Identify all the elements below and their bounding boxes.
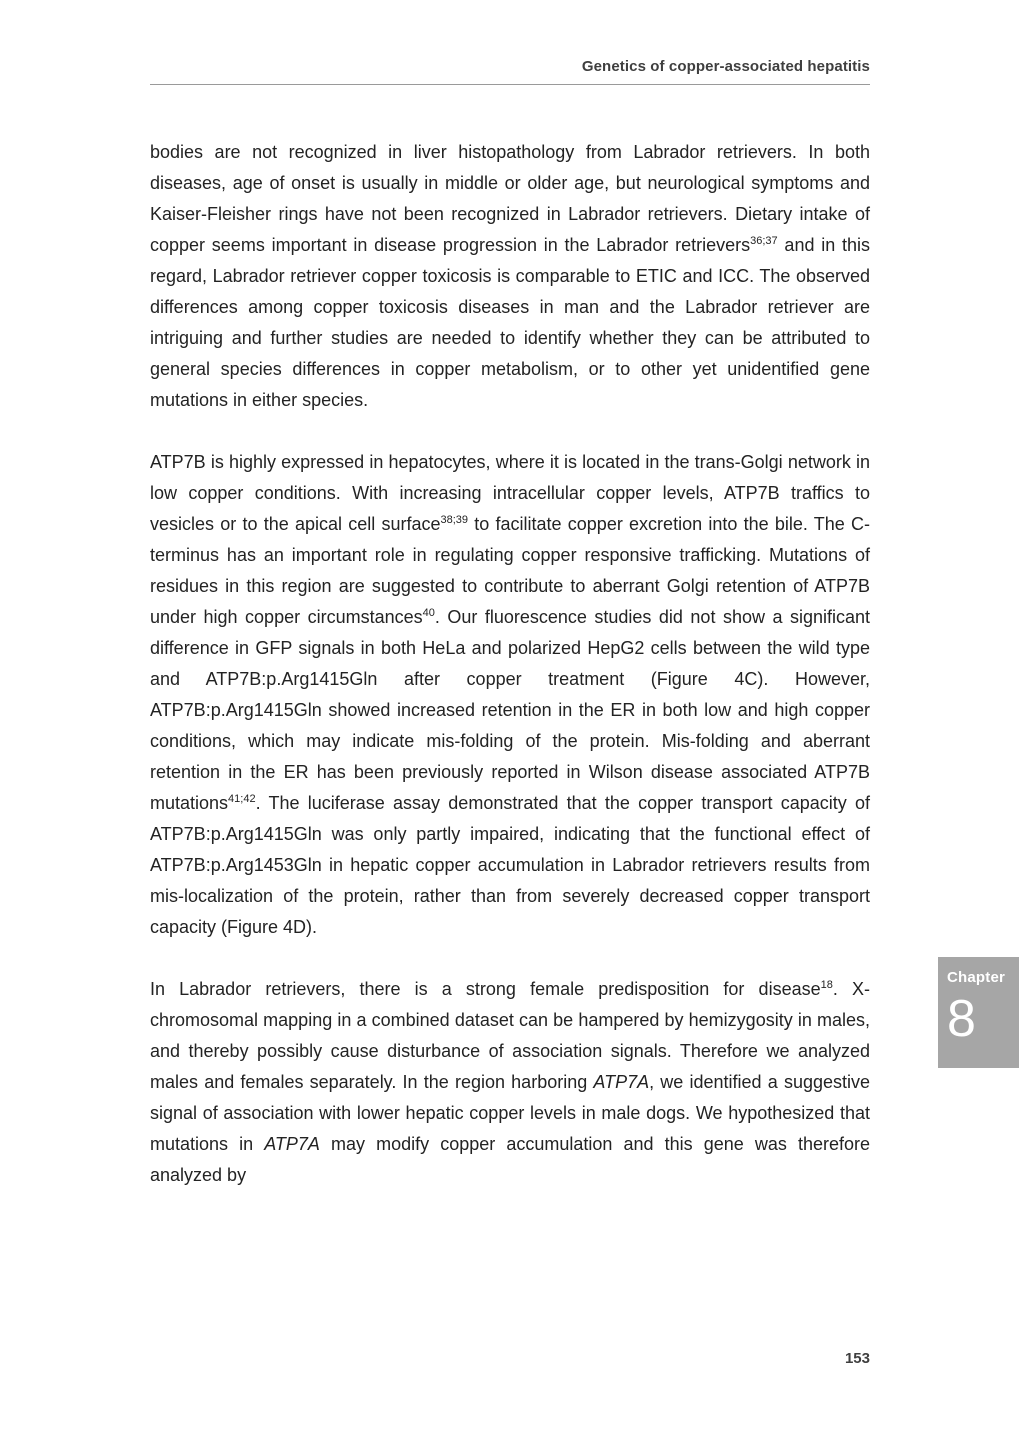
page-header xyxy=(150,58,870,85)
paragraph-copper-toxicosis-comparison xyxy=(150,137,870,416)
text-run: . X-chromosomal mapping in a combined dataset can be hampered by hemizygosity in males, and thereby possibly cause disturbance of association signals. Therefore we analyzed males and females separately. In the region harboring xyxy=(150,979,870,1092)
text-run: may modify copper accumulation and this gene was therefore analyzed by xyxy=(150,1134,870,1185)
citation-superscript: 36;37 xyxy=(750,235,778,247)
chapter-tab-number: 8 xyxy=(947,990,976,1048)
citation-superscript: 41;42 xyxy=(228,793,256,805)
citation-superscript: 40 xyxy=(422,607,435,619)
text-run: . Our fluorescence studies did not show a significant difference in GFP signals in both HeLa and polarized HepG2 cells between the wild type and ATP7B:p.Arg1415Gln after copper treatment (Figure 4C). However, ATP7B:p.Arg1415Gln showed increased retention in the ER in both low and high copper conditions, which may indicate mis-folding of the protein. Mis-folding and aberrant retention in the ER has been previously reported in Wilson disease associated ATP7B mutations xyxy=(150,607,870,813)
text-run: to facilitate copper excretion into the bile. The C-terminus has an important role in regulating copper responsive trafficking. Mutations of residues in this region are suggested to contribute to aberrant Golgi retention of ATP7B under high copper circumstances xyxy=(150,514,870,627)
paragraph-atp7a-analysis xyxy=(150,974,870,1191)
text-run: bodies are not recognized in liver histopathology from Labrador retrievers. In both diseases, age of onset is usually in middle or older age, but neurological symptoms and Kaiser-Fleisher rings have not been recognized in Labrador retrievers. Dietary intake of copper seems important in disease progression in the Labrador retrievers xyxy=(150,142,870,255)
gene-name: ATP7A xyxy=(593,1072,650,1092)
citation-superscript: 18 xyxy=(820,979,833,991)
header-rule xyxy=(150,84,870,85)
chapter-tab xyxy=(938,957,1019,1068)
body-text xyxy=(150,137,870,1191)
content-column xyxy=(150,0,870,1222)
text-run: ATP7B is highly expressed in hepatocytes, where it is located in the trans-Golgi network in low copper conditions. With increasing intracellular copper levels, ATP7B traffics to vesicles or to the apical cell surface xyxy=(150,452,870,534)
paragraph-atp7b-localization xyxy=(150,447,870,943)
running-header-title: Genetics of copper-associated hepatitis xyxy=(581,58,870,75)
page-number: 153 xyxy=(844,1350,870,1367)
text-run: In Labrador retrievers, there is a strong female predisposition for disease xyxy=(150,979,821,999)
text-run: , we identified a suggestive signal of association with lower hepatic copper levels in male dogs. We hypothesized that mutations in xyxy=(150,1072,870,1154)
gene-name: ATP7A xyxy=(264,1134,320,1154)
text-run: . The luciferase assay demonstrated that the copper transport capacity of ATP7B:p.Arg1415Gln was only partly impaired, indicating that the functional effect of ATP7B:p.Arg1453Gln in hepatic copper accumulation in Labrador retrievers results from mis-localization of the protein, rather than from severely decreased copper transport capacity (Figure 4D). xyxy=(150,793,870,937)
citation-superscript: 38;39 xyxy=(440,514,469,526)
chapter-tab-label: Chapter xyxy=(947,969,1006,986)
text-run: and in this regard, Labrador retriever copper toxicosis is comparable to ETIC and ICC. The observed differences among copper toxicosis diseases in man and the Labrador retriever are intriguing and further studies are needed to identify whether they can be attributed to general species differences in copper metabolism, or to other yet unidentified gene mutations in either species. xyxy=(150,235,871,410)
